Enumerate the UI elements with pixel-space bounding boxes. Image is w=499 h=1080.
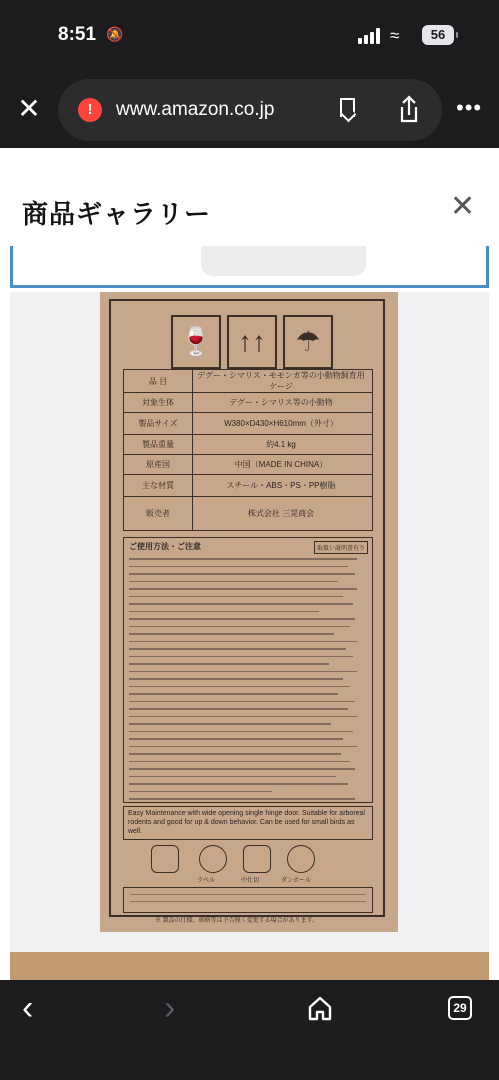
browser-bottom-bar <box>0 980 499 1080</box>
pp-mark-icon <box>151 845 179 873</box>
forward-button[interactable]: › <box>164 989 176 1027</box>
product-image-partial <box>201 246 366 276</box>
gallery-image-card[interactable] <box>10 292 489 976</box>
spec-row: 製品サイズ W380×D430×H610mm（外寸） <box>124 412 372 435</box>
spec-row: 製品重量 約4.1 kg <box>124 434 372 455</box>
label-frame <box>109 299 385 924</box>
address-bar[interactable] <box>58 79 442 141</box>
product-box-photo-partial <box>10 952 489 980</box>
product-box-label-image <box>100 292 398 932</box>
home-icon[interactable] <box>306 994 334 1022</box>
spec-row: 対象生体 デグー・シマリス等の小動物 <box>124 392 372 413</box>
spec-change-footnote: ※ 製品の仕様、価格等は予告無く変更する場合があります。 <box>155 918 319 924</box>
gallery-title: 商品ギャラリー <box>22 199 212 229</box>
tab-switcher-button[interactable]: 29 <box>448 996 472 1020</box>
status-time: 8:51 <box>58 24 97 45</box>
plastic-recycle-icon <box>243 845 271 873</box>
cellular-signal-icon <box>358 28 382 44</box>
fragile-glass-icon: 🍷 <box>171 315 221 369</box>
status-bar <box>0 0 499 72</box>
share-icon[interactable] <box>392 93 426 127</box>
recycling-marks <box>151 845 351 885</box>
close-gallery-button[interactable]: ✕ <box>450 190 476 223</box>
not-secure-icon[interactable]: ! <box>78 98 102 122</box>
gallery-scroll-area[interactable] <box>0 246 499 980</box>
spec-row: 品 目 デグー・シマリス・モモンガ等の小動物飼育用ケージ <box>124 370 372 393</box>
url-text: www.amazon.co.jp <box>116 99 275 120</box>
spec-row: 販売者 株式会社 三晃商会 <box>124 496 372 530</box>
plastic-recycle-icon <box>199 845 227 873</box>
back-button[interactable]: ‹ <box>22 989 34 1027</box>
spec-row: 原産国 中国（MADE IN CHINA） <box>124 454 372 475</box>
next-gallery-image[interactable] <box>10 940 489 980</box>
previous-gallery-image[interactable] <box>10 246 489 288</box>
manual-badge: 取扱い説明書有り <box>314 541 368 554</box>
disclaimer-box <box>123 887 373 913</box>
notes-text-lines <box>129 558 367 807</box>
gallery-header <box>0 148 499 246</box>
handling-symbols <box>171 315 333 373</box>
wifi-icon: ≈ <box>390 26 400 45</box>
mark-label: 中仕切 <box>241 878 260 884</box>
more-options-icon[interactable]: ••• <box>456 95 483 120</box>
battery-icon: 56 <box>422 25 454 45</box>
spec-table <box>123 369 373 531</box>
this-way-up-icon: ↑↑ <box>227 315 277 369</box>
mark-label: ラベル <box>197 878 216 884</box>
mark-label: ダンボール <box>281 878 311 884</box>
keep-dry-umbrella-icon: ☂ <box>283 315 333 369</box>
cardboard-recycle-icon <box>287 845 315 873</box>
usage-notes <box>123 537 373 803</box>
english-description: Easy Maintenance with wide opening single hinge door. Suitable for arboreal rodents and good for up & down behavior. Can be used for small birds as well. <box>123 806 373 840</box>
spec-row: 主な材質 スチール・ABS・PS・PP樹脂 <box>124 474 372 497</box>
notes-heading: ご使用方法・ご注意 <box>129 542 201 551</box>
browser-toolbar <box>0 72 499 148</box>
close-tab-button[interactable]: ✕ <box>17 93 41 124</box>
silent-mode-icon: 🔕 <box>106 26 124 42</box>
bookmark-icon[interactable] <box>340 98 355 117</box>
